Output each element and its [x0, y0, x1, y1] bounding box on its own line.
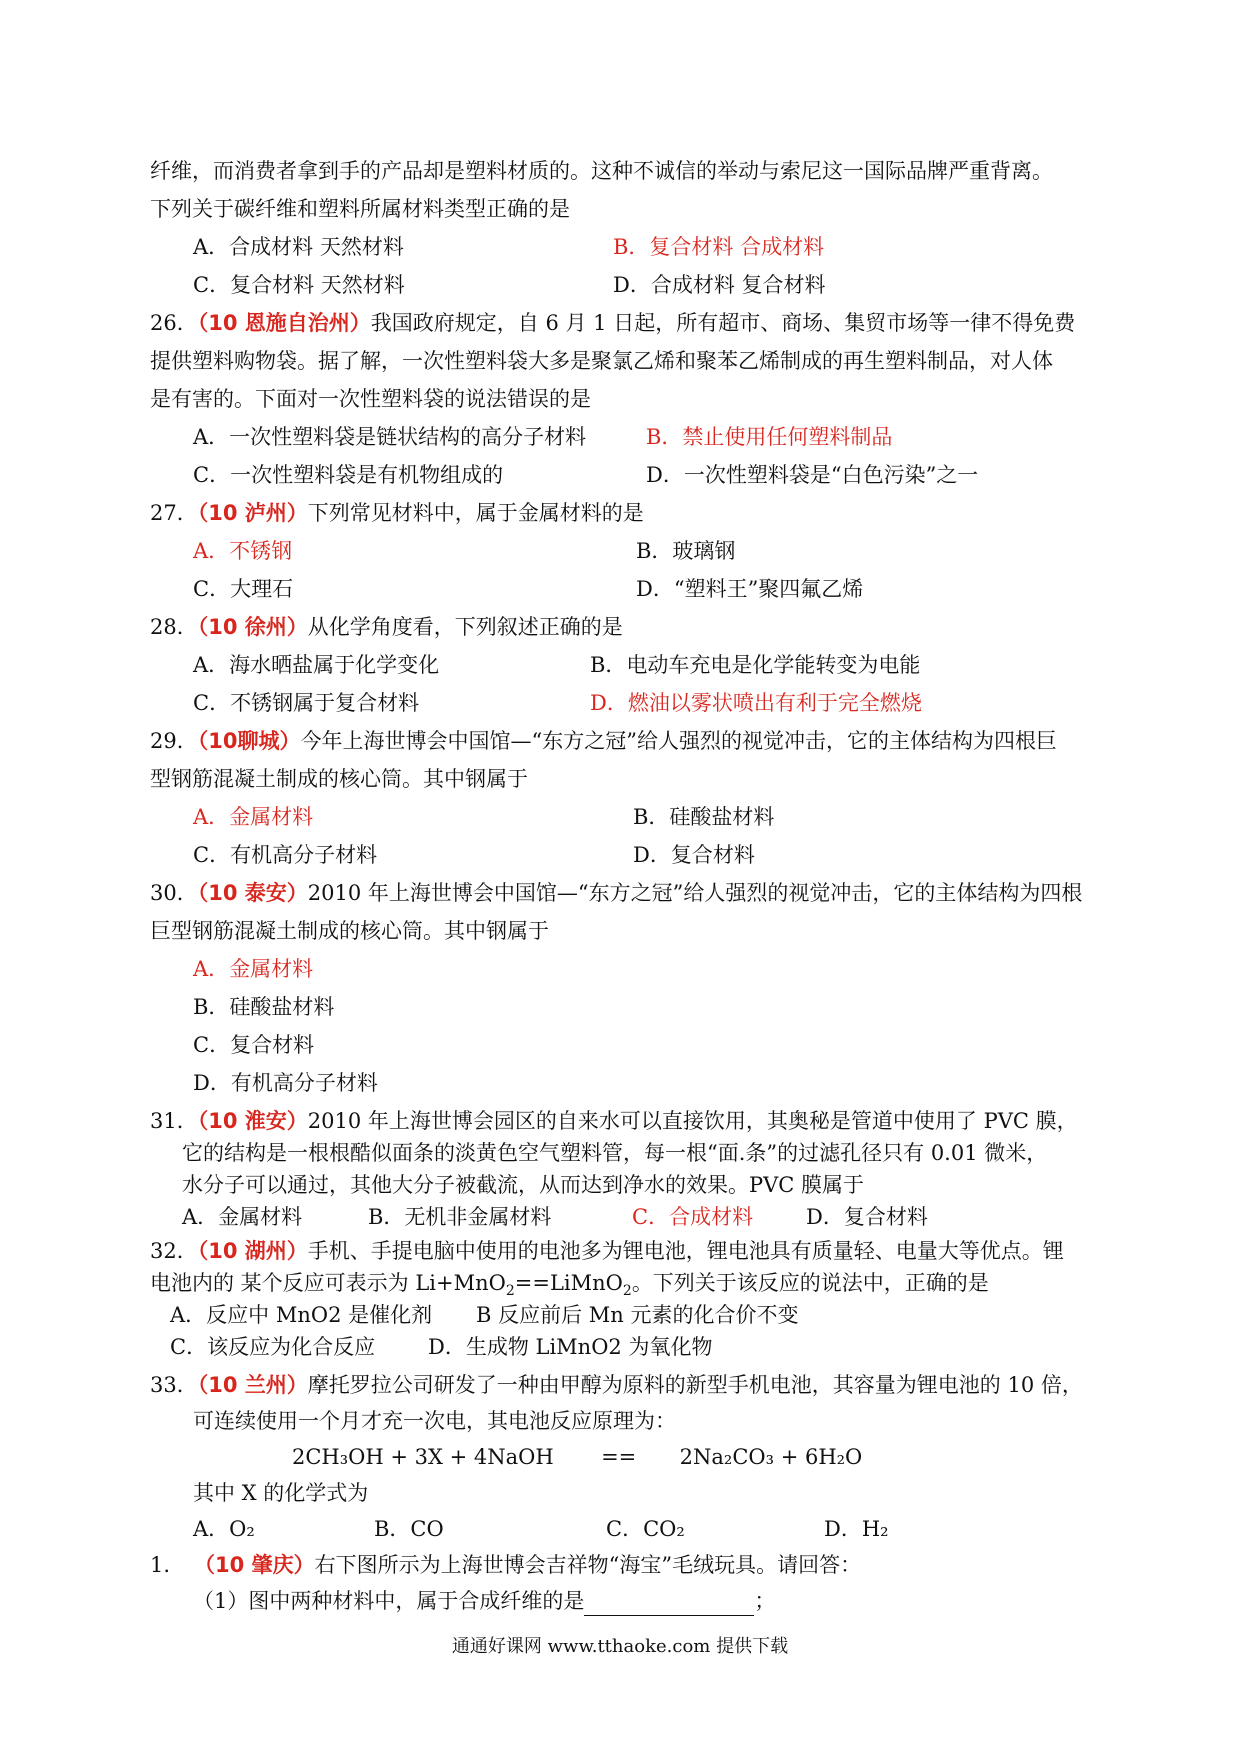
q26-option-b: B．禁止使用任何塑料制品 — [646, 425, 893, 449]
q1-stem: 右下图所示为上海世博会吉祥物“海宝”毛绒玩具。请回答： — [314, 1553, 862, 1577]
q32-line2-part2: ==LiMnO — [514, 1271, 623, 1295]
q32-line2-subscript2: 2 — [622, 1283, 632, 1300]
q25-option-c: C．复合材料 天然材料 — [193, 273, 405, 297]
q32-option-c: C．该反应为化合反应 — [170, 1335, 376, 1359]
q27-line1 — [150, 498, 644, 528]
q32-number: 32． — [150, 1239, 198, 1263]
q32-line1 — [150, 1236, 1064, 1266]
q30-number: 30． — [150, 881, 198, 905]
q33-equation-left: 2CH₃OH + 3X + 4NaOH — [292, 1445, 554, 1469]
q27-option-a: A．不锈钢 — [193, 539, 293, 563]
q33-option-d: D．H₂ — [824, 1517, 889, 1541]
q1-number: 1. — [150, 1553, 171, 1577]
q33-stem: 摩托罗拉公司研发了一种由甲醇为原料的新型手机电池，其容量为锂电池的 10 倍， — [307, 1373, 1083, 1397]
q25-option-a: A．合成材料 天然材料 — [193, 235, 404, 259]
q31-line1 — [150, 1106, 1078, 1136]
q27-option-d: D．“塑料王”聚四氟乙烯 — [636, 577, 864, 601]
q28-option-c: C．不锈钢属于复合材料 — [193, 691, 420, 715]
q27-option-c: C．大理石 — [193, 577, 294, 601]
q1-line2 — [193, 1586, 775, 1616]
q32-option-d: D．生成物 LiMnO2 为氧化物 — [428, 1335, 713, 1359]
q31-option-a: A．金属材料 — [182, 1205, 303, 1229]
q33-equation-arrow: == — [601, 1445, 637, 1469]
q32-line2-part1: 电池内的 某个反应可表示为 Li+MnO — [150, 1271, 506, 1295]
q32-option-a: A．反应中 MnO2 是催化剂 — [170, 1303, 433, 1327]
q28-option-a: A．海水晒盐属于化学变化 — [193, 653, 440, 677]
q32-option-b: B 反应前后 Mn 元素的化合价不变 — [476, 1303, 799, 1327]
q29-option-c: C．有机高分子材料 — [193, 843, 378, 867]
q28-line1 — [150, 612, 623, 642]
q27-source: （10 泸州） — [197, 501, 308, 525]
q32-line2 — [150, 1268, 989, 1298]
q33-option-a: A．O₂ — [193, 1517, 255, 1541]
q25-option-b: B．复合材料 合成材料 — [613, 235, 825, 259]
q32-line2-part3: 。下列关于该反应的说法中，正确的是 — [631, 1271, 989, 1295]
q31-option-b: B．无机非金属材料 — [368, 1205, 552, 1229]
q30-option-d: D．有机高分子材料 — [193, 1071, 378, 1095]
q1-line1 — [150, 1550, 861, 1580]
q28-stem: 从化学角度看，下列叙述正确的是 — [307, 615, 623, 639]
q31-stem: 2010 年上海世博会园区的自来水可以直接饮用，其奥秘是管道中使用了 PVC 膜， — [307, 1109, 1078, 1133]
q33-line4: 其中 X 的化学式为 — [193, 1481, 369, 1505]
q30-option-a: A．金属材料 — [193, 957, 314, 981]
q31-option-c: C．合成材料 — [632, 1205, 754, 1229]
q29-line2: 型钢筋混凝土制成的核心筒。其中钢属于 — [150, 767, 528, 791]
q25-line1: 纤维，而消费者拿到手的产品却是塑料材质的。这种不诚信的举动与索尼这一国际品牌严重背离。 — [150, 159, 1053, 183]
q26-number: 26． — [150, 311, 198, 335]
q33-option-b: B．CO — [374, 1517, 444, 1541]
q28-option-d: D．燃油以雾状喷出有利于完全燃烧 — [590, 691, 922, 715]
q30-source: （10 泰安） — [197, 881, 308, 905]
q26-option-a: A．一次性塑料袋是链状结构的高分子材料 — [193, 425, 587, 449]
q26-source: （10 恩施自治州） — [197, 311, 371, 335]
q25-line2: 下列关于碳纤维和塑料所属材料类型正确的是 — [150, 197, 570, 221]
q28-source: （10 徐州） — [197, 615, 308, 639]
q26-option-c: C．一次性塑料袋是有机物组成的 — [193, 463, 504, 487]
q33-source: （10 兰州） — [197, 1373, 308, 1397]
q31-line3: 水分子可以通过，其他大分子被截流，从而达到净水的效果。PVC 膜属于 — [182, 1173, 865, 1197]
q32-source: （10 湖州） — [197, 1239, 308, 1263]
q27-stem: 下列常见材料中，属于金属材料的是 — [307, 501, 644, 525]
q29-line1 — [150, 726, 1057, 756]
q29-source: （10聊城） — [197, 729, 301, 753]
q26-line1 — [150, 308, 1075, 338]
q26-line2: 提供塑料购物袋。据了解，一次性塑料袋大多是聚氯乙烯和聚苯乙烯制成的再生塑料制品，对人体 — [150, 349, 1053, 373]
q29-option-b: B．硅酸盐材料 — [633, 805, 775, 829]
page-footer: 通通好课网 www.tthaoke.com 提供下载 — [451, 1636, 789, 1657]
q29-stem: 今年上海世博会中国馆—“东方之冠”给人强烈的视觉冲击，它的主体结构为四根巨 — [300, 729, 1057, 753]
q1-subquestion: （1）图中两种材料中，属于合成纤维的是 — [193, 1589, 585, 1613]
q33-line2: 可连续使用一个月才充一次电，其电池反应原理为： — [193, 1409, 676, 1433]
q1-source: （10 肇庆） — [194, 1553, 315, 1577]
q33-option-c: C．CO₂ — [606, 1517, 685, 1541]
q33-equation — [292, 1442, 862, 1472]
q31-line2: 它的结构是一根根酷似面条的淡黄色空气塑料管，每一根“面.条”的过滤孔径只有 0.01 微米， — [182, 1141, 1048, 1165]
q32-stem: 手机、手提电脑中使用的电池多为锂电池，锂电池具有质量轻、电量大等优点。锂 — [307, 1239, 1064, 1263]
q31-option-d: D．复合材料 — [806, 1205, 928, 1229]
q28-option-b: B．电动车充电是化学能转变为电能 — [590, 653, 921, 677]
q27-option-b: B．玻璃钢 — [636, 539, 736, 563]
q1-line2-end: ； — [754, 1589, 776, 1613]
q28-number: 28． — [150, 615, 198, 639]
q31-source: （10 淮安） — [197, 1109, 308, 1133]
q30-option-c: C．复合材料 — [193, 1033, 315, 1057]
q29-option-d: D．复合材料 — [633, 843, 755, 867]
q27-number: 27． — [150, 501, 198, 525]
q1-answer-blank[interactable] — [584, 1593, 754, 1616]
q30-option-b: B．硅酸盐材料 — [193, 995, 335, 1019]
q32-line2-subscript: 2 — [505, 1283, 515, 1300]
q30-stem: 2010 年上海世博会中国馆—“东方之冠”给人强烈的视觉冲击，它的主体结构为四根 — [307, 881, 1083, 905]
q26-stem: 我国政府规定，自 6 月 1 日起，所有超市、商场、集贸市场等一律不得免费 — [370, 311, 1076, 335]
q29-number: 29． — [150, 729, 198, 753]
q33-line1 — [150, 1370, 1083, 1400]
q25-option-d: D．合成材料 复合材料 — [613, 273, 826, 297]
q33-equation-right: 2Na₂CO₃ + 6H₂O — [679, 1445, 863, 1469]
q26-option-d: D．一次性塑料袋是“白色污染”之一 — [646, 463, 979, 487]
q26-line3: 是有害的。下面对一次性塑料袋的说法错误的是 — [150, 387, 591, 411]
q30-line2: 巨型钢筋混凝土制成的核心筒。其中钢属于 — [150, 919, 549, 943]
q33-number: 33． — [150, 1373, 198, 1397]
q29-option-a: A．金属材料 — [193, 805, 314, 829]
q30-line1 — [150, 878, 1082, 908]
q31-number: 31． — [150, 1109, 198, 1133]
